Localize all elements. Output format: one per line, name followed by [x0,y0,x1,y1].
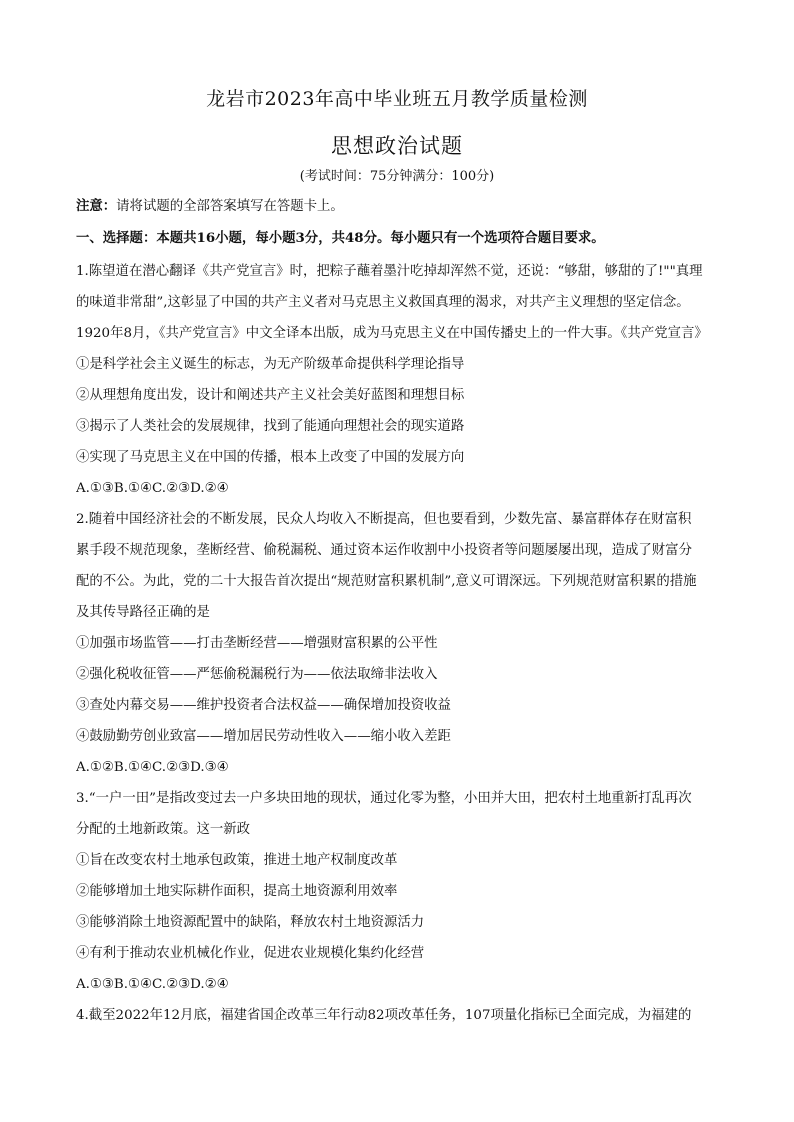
q2-option: ②强化税收征管——严惩偷税漏税行为——依法取缔非法收入 [76,667,438,682]
q2-answer-choices: A.①②B.①④C.②③D.③④ [76,760,229,775]
q3-option: ③能够消除土地资源配置中的缺陷，释放农村土地资源活力 [76,915,425,930]
q2-option: ①加强市场监管——打击垄断经营——增强财富积累的公平性 [76,636,438,651]
q1-answer-choices: A.①③B.①④C.②③D.②④ [76,481,229,496]
q2-option: ③查处内幕交易——维护投资者合法权益——确保增加投资收益 [76,698,451,713]
q1-stem-line: 1920年8月，《共产党宣言》中文全译本出版，成为马克思主义在中国传播史上的一件大事。《共产党宣言》 [76,326,708,341]
q1-option: ③揭示了人类社会的发展规律，找到了能通向理想社会的现实道路 [76,419,465,434]
q2-stem-line: 2.随着中国经济社会的不断发展，民众人均收入不断提高，但也要看到，少数先富、暴富群体存在财富积 [76,512,692,527]
subject-title: 思想政治试题 [331,134,463,158]
q3-option: ①旨在改变农村土地承包政策，推进土地产权制度改革 [76,853,398,868]
q2-option: ④鼓励勤劳创业致富——增加居民劳动性收入——缩小收入差距 [76,729,451,744]
q1-option: ④实现了马克思主义在中国的传播，根本上改变了中国的发展方向 [76,450,465,465]
exam-title: 龙岩市2023年高中毕业班五月教学质量检测 [206,88,588,110]
q1-option: ①是科学社会主义诞生的标志，为无产阶级革命提供科学理论指导 [76,357,465,372]
q3-option: ④有利于推动农业机械化作业，促进农业规模化集约化经营 [76,946,425,961]
q3-answer-choices: A.①③B.①④C.②③D.②④ [76,977,229,992]
q1-stem-line: 1.陈望道在潜心翻译《共产党宣言》时，把粽子蘸着墨汁吃掉却浑然不觉，还说：“够甜，够甜的了!""真理 [76,264,703,279]
q1-option: ②从理想角度出发，设计和阐述共产主义社会美好蓝图和理想目标 [76,388,465,403]
q4-stem-line: 4.截至2022年12月底，福建省国企改革三年行动82项改革任务，107项量化指标已全面完成，为福建的 [76,1008,692,1023]
section-heading: 一、选择题：本题共16小题，每小题3分，共48分。每小题只有一个选项符合题目要求。 [76,230,605,246]
notice-text: 请将试题的全部答案填写在答题卡上。 [116,199,344,214]
q3-stem-line: 分配的土地新政策。这一新政 [76,822,251,837]
q2-stem-line: 累手段不规范现象，垄断经营、偷税漏税、通过资本运作收割中小投资者等问题屡屡出现，造成了财富分 [76,543,692,558]
notice-label: 注意： [76,198,117,214]
q3-option: ②能够增加土地实际耕作面积，提高土地资源利用效率 [76,884,398,899]
q1-stem-line: 的味道非常甜”,这彰显了中国的共产主义者对马克思主义救国真理的渴求，对共产主义理想的坚定信念。 [76,295,690,310]
q2-stem-line: 及其传导路径正确的是 [76,605,210,620]
exam-info: (考试时间：75分钟满分：100分) [299,169,495,184]
q2-stem-line: 配的不公。为此，党的二十大报告首次提出“规范财富积累机制”,意义可谓深远。下列规范财富积累的措施 [76,574,697,589]
notice [76,196,724,217]
q3-stem-line: 3.“一户一田”是指改变过去一户多块田地的现状，通过化零为整，小田并大田，把农村土地重新打乱再次 [76,791,692,806]
